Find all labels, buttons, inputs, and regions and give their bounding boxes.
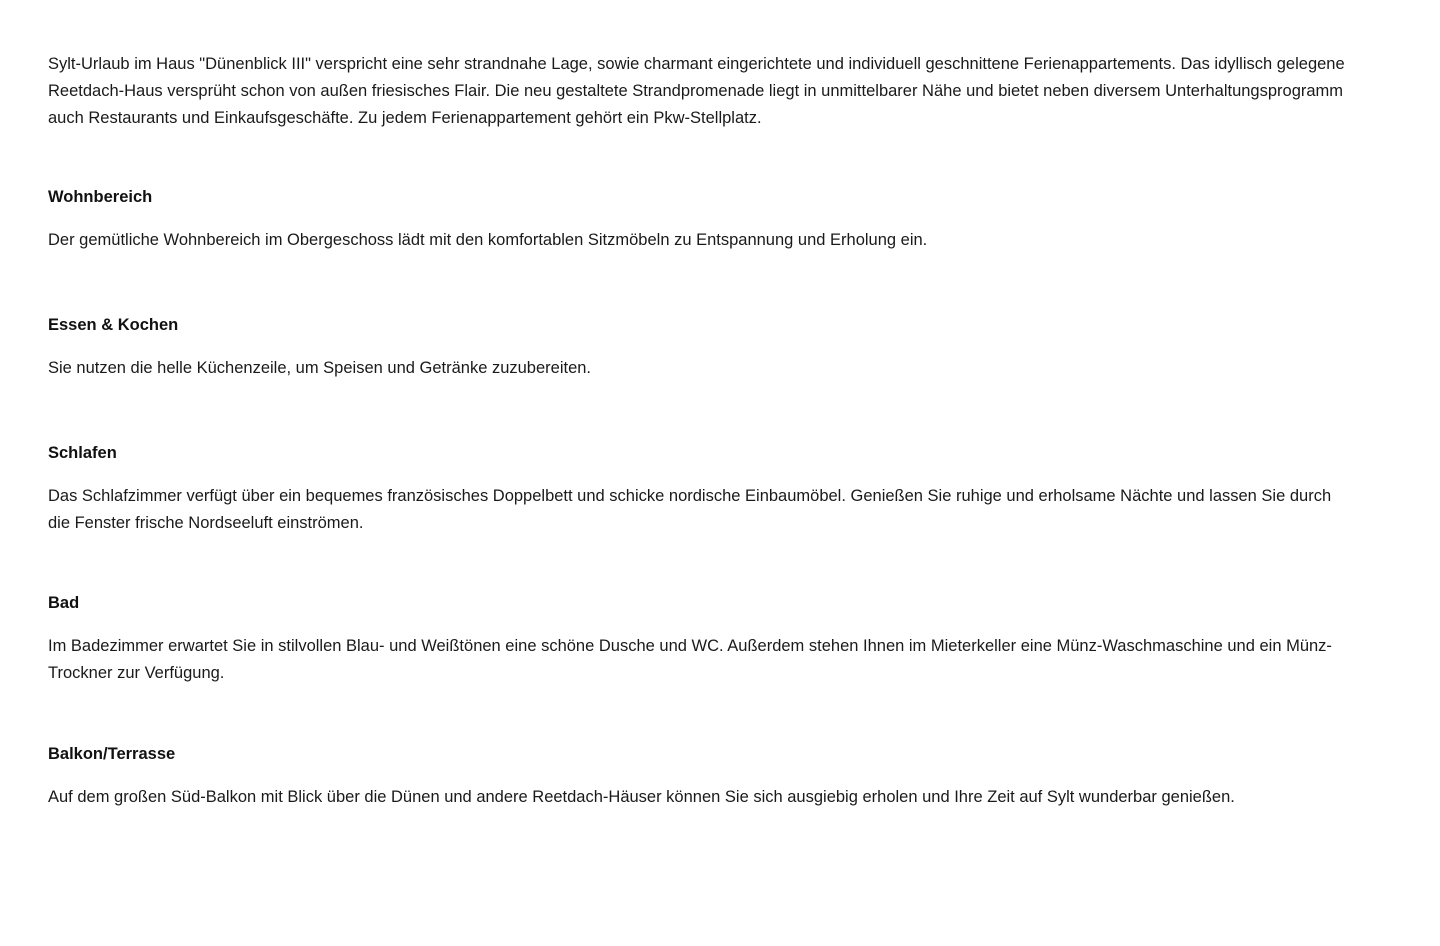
section-heading-essen-kochen: Essen & Kochen (48, 316, 179, 334)
section-schlafen (48, 442, 1360, 537)
section-text-schlafen: Das Schlafzimmer verfügt über ein bequemes französisches Doppelbett und schicke nordische Einbaumöbel. Genießen Sie ruhige und erholsame Nächte und lassen Sie durch die Fenster frische Nordseeluft einströmen. (48, 487, 1332, 532)
section-text-bad: Im Badezimmer erwartet Sie in stilvollen Blau- und Weißtönen eine schöne Dusche und WC. Außerdem stehen Ihnen im Mieterkeller eine Münz-Waschmaschine und ein Münz-Trockner zur Verfügung. (48, 637, 1332, 682)
section-heading-bad: Bad (48, 594, 80, 612)
section-heading-balkon-terrasse: Balkon/Terrasse (48, 745, 176, 763)
section-bad (48, 592, 1360, 687)
section-heading-wohnbereich: Wohnbereich (48, 188, 153, 206)
section-essen-kochen (48, 314, 1360, 382)
section-text-essen-kochen: Sie nutzen die helle Küchenzeile, um Speisen und Getränke zuzubereiten. (48, 359, 592, 377)
section-heading-schlafen: Schlafen (48, 444, 117, 462)
section-balkon-terrasse (48, 743, 1360, 811)
section-wohnbereich (48, 186, 1360, 254)
section-text-balkon-terrasse: Auf dem großen Süd-Balkon mit Blick über die Dünen und andere Reetdach-Häuser können Sie sich ausgiebig erholen und Ihre Zeit auf Sylt wunderbar genießen. (48, 788, 1235, 806)
section-text-wohnbereich: Der gemütliche Wohnbereich im Obergeschoss lädt mit den komfortablen Sitzmöbeln zu Entspannung und Erholung ein. (48, 231, 928, 249)
intro-paragraph: Sylt-Urlaub im Haus "Dünenblick III" verspricht eine sehr strandnahe Lage, sowie charmant eingerichtete und individuell geschnittene Ferienappartements. Das idyllisch gelegene Reetdach-Haus versprüht schon von außen friesisches Flair. Die neu gestaltete Strandpromenade liegt in unmittelbarer Nähe und bietet neben diversem Unterhaltungsprogramm auch Restaurants und Einkaufsgeschäfte. Zu jedem Ferienappartement gehört ein Pkw-Stellplatz. (48, 55, 1345, 127)
